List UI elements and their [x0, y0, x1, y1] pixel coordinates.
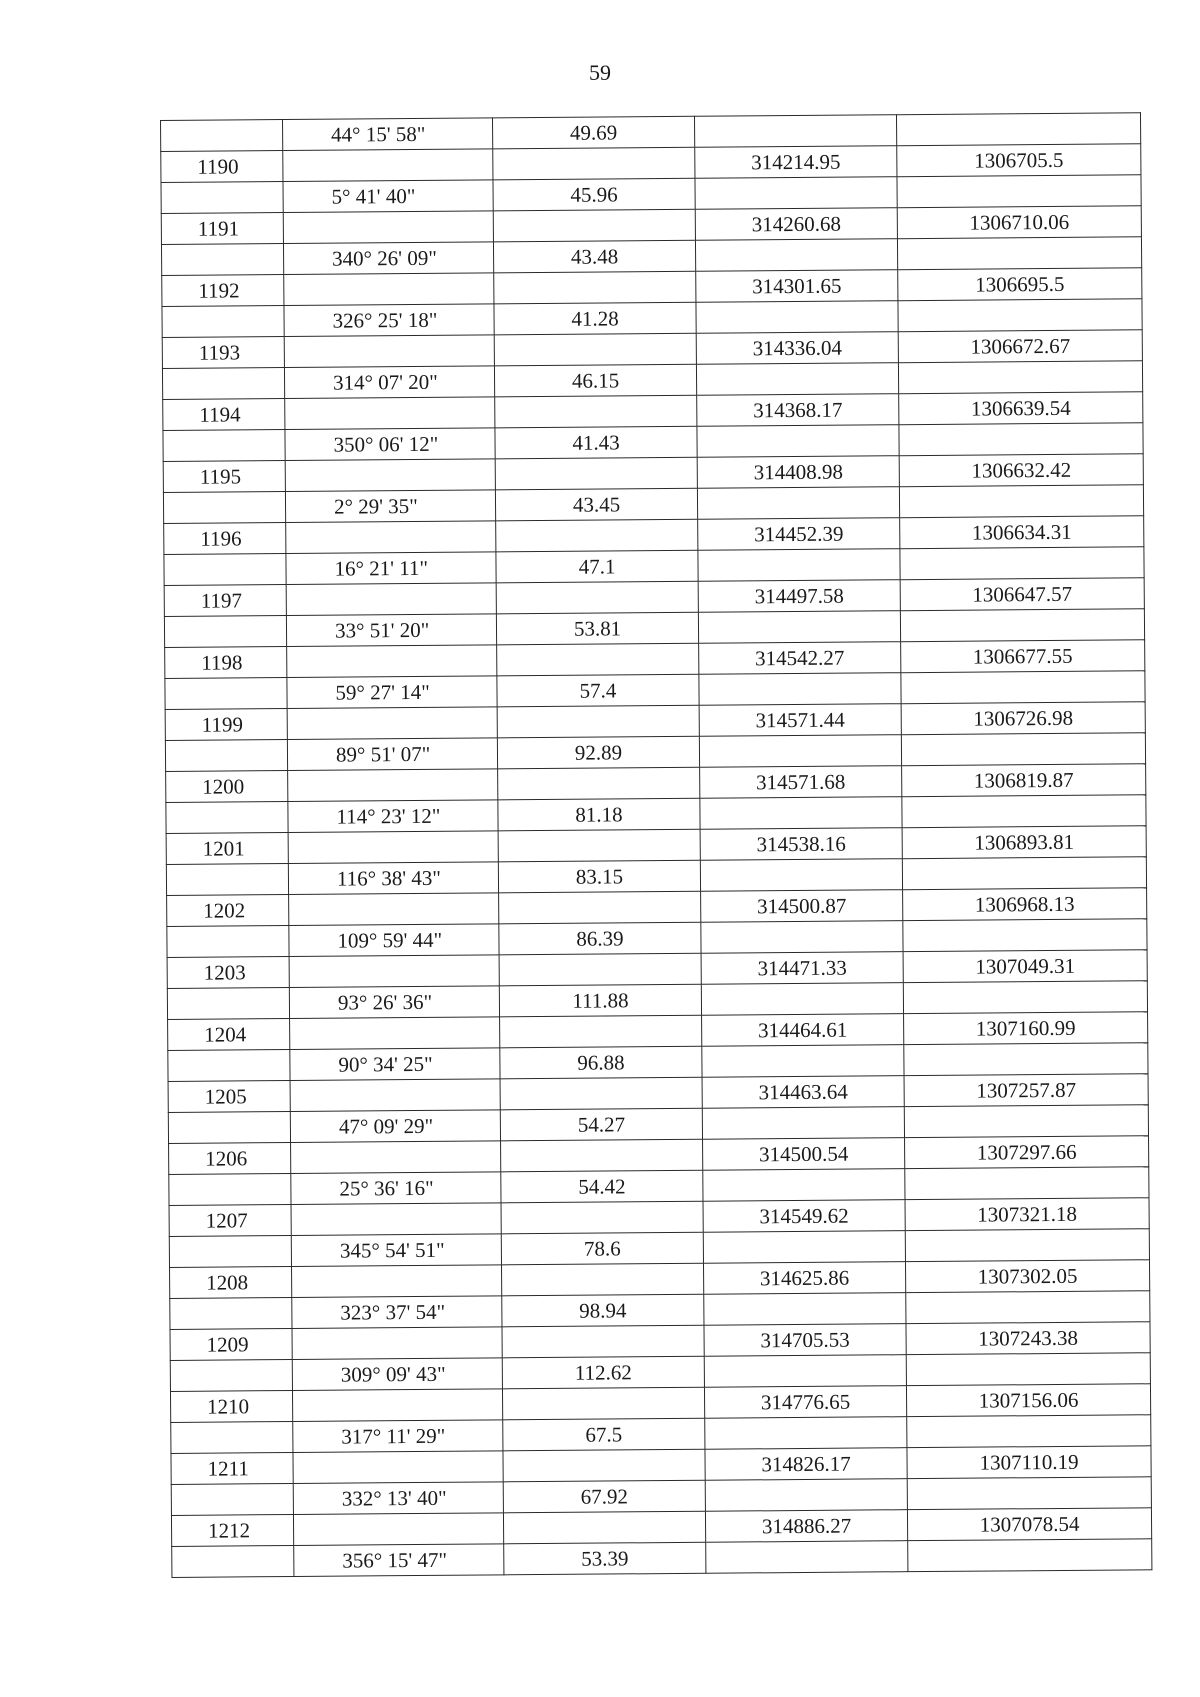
- easting-cell: [702, 1107, 904, 1140]
- easting-cell: 314886.27: [705, 1510, 907, 1543]
- distance-cell: 78.6: [501, 1232, 703, 1265]
- distance-cell: 67.5: [503, 1418, 705, 1451]
- distance-cell: 111.88: [499, 984, 701, 1017]
- distance-cell: [501, 1139, 703, 1172]
- distance-cell: 112.62: [502, 1356, 704, 1389]
- distance-cell: [498, 767, 700, 800]
- distance-cell: 43.48: [493, 240, 695, 273]
- point-cell: 1193: [162, 337, 284, 369]
- easting-cell: 314497.58: [698, 580, 900, 613]
- point-cell: [169, 1174, 291, 1206]
- easting-cell: [705, 1417, 907, 1450]
- bearing-cell: [288, 769, 498, 802]
- distance-cell: [493, 209, 695, 242]
- point-cell: [162, 368, 284, 400]
- distance-cell: 53.81: [496, 612, 698, 645]
- distance-cell: [495, 457, 697, 490]
- point-cell: [168, 1050, 290, 1082]
- distance-cell: 45.96: [493, 178, 695, 211]
- distance-cell: [498, 829, 700, 862]
- distance-cell: [496, 519, 698, 552]
- northing-cell: 1307297.66: [905, 1136, 1149, 1169]
- bearing-cell: [287, 707, 497, 740]
- easting-cell: [694, 115, 896, 148]
- easting-cell: [701, 983, 903, 1016]
- point-cell: [162, 306, 284, 338]
- point-cell: 1194: [163, 399, 285, 431]
- northing-cell: 1306726.98: [901, 702, 1145, 735]
- bearing-cell: [287, 645, 497, 678]
- bearing-cell: [291, 1203, 501, 1236]
- point-cell: [167, 926, 289, 958]
- distance-cell: 92.89: [497, 736, 699, 769]
- easting-cell: 314549.62: [703, 1200, 905, 1233]
- point-cell: [169, 1236, 291, 1268]
- bearing-cell: [284, 335, 494, 368]
- bearing-cell: 317° 11' 29": [293, 1420, 503, 1453]
- point-cell: [165, 678, 287, 710]
- point-cell: [164, 616, 286, 648]
- distance-cell: 83.15: [498, 860, 700, 893]
- bearing-cell: [285, 397, 495, 430]
- easting-cell: 314452.39: [698, 518, 900, 551]
- easting-cell: 314542.27: [699, 642, 901, 675]
- bearing-cell: [292, 1265, 502, 1298]
- point-cell: 1206: [169, 1143, 291, 1175]
- northing-cell: 1307049.31: [903, 950, 1147, 983]
- northing-cell: 1306968.13: [903, 888, 1147, 921]
- bearing-cell: 323° 37' 54": [292, 1296, 502, 1329]
- point-cell: 1200: [166, 771, 288, 803]
- point-cell: 1190: [161, 151, 283, 183]
- point-cell: 1207: [169, 1205, 291, 1237]
- northing-cell: [908, 1539, 1152, 1572]
- northing-cell: [905, 1229, 1149, 1262]
- easting-cell: 314705.53: [704, 1324, 906, 1357]
- bearing-cell: [290, 1017, 500, 1050]
- easting-cell: [704, 1355, 906, 1388]
- distance-cell: 57.4: [497, 674, 699, 707]
- easting-cell: 314336.04: [696, 332, 898, 365]
- northing-cell: 1307321.18: [905, 1198, 1149, 1231]
- point-cell: [161, 182, 283, 214]
- northing-cell: [899, 485, 1143, 518]
- easting-cell: [701, 921, 903, 954]
- point-cell: [161, 120, 283, 152]
- point-cell: 1209: [170, 1329, 292, 1361]
- distance-cell: [499, 891, 701, 924]
- point-cell: 1195: [163, 461, 285, 493]
- easting-cell: [702, 1045, 904, 1078]
- point-cell: 1197: [164, 585, 286, 617]
- distance-cell: 96.88: [500, 1046, 702, 1079]
- northing-cell: [902, 795, 1146, 828]
- northing-cell: [900, 609, 1144, 642]
- bearing-cell: [290, 1079, 500, 1112]
- distance-cell: 54.42: [501, 1170, 703, 1203]
- bearing-cell: [283, 149, 493, 182]
- bearing-cell: 309° 09' 43": [292, 1358, 502, 1391]
- survey-coordinates-table: [160, 112, 1152, 1578]
- easting-cell: [697, 425, 899, 458]
- bearing-cell: 33° 51' 20": [286, 614, 496, 647]
- point-cell: 1192: [162, 275, 284, 307]
- distance-cell: 41.43: [495, 426, 697, 459]
- point-cell: [170, 1298, 292, 1330]
- bearing-cell: [286, 583, 496, 616]
- point-cell: [164, 554, 286, 586]
- bearing-cell: 5° 41' 40": [283, 180, 493, 213]
- point-cell: [165, 740, 287, 772]
- northing-cell: [902, 857, 1146, 890]
- distance-cell: 81.18: [498, 798, 700, 831]
- northing-cell: 1306710.06: [897, 206, 1141, 239]
- easting-cell: [700, 797, 902, 830]
- easting-cell: 314260.68: [695, 208, 897, 241]
- northing-cell: [904, 1043, 1148, 1076]
- point-cell: 1201: [166, 833, 288, 865]
- northing-cell: [901, 671, 1145, 704]
- northing-cell: 1306672.67: [898, 330, 1142, 363]
- bearing-cell: 59° 27' 14": [287, 676, 497, 709]
- distance-cell: [499, 953, 701, 986]
- distance-cell: [496, 581, 698, 614]
- point-cell: 1204: [168, 1019, 290, 1051]
- bearing-cell: 47° 09' 29": [290, 1110, 500, 1143]
- distance-cell: 46.15: [494, 364, 696, 397]
- northing-cell: [906, 1353, 1150, 1386]
- easting-cell: 314500.87: [701, 890, 903, 923]
- easting-cell: 314500.54: [703, 1138, 905, 1171]
- bearing-cell: 109° 59' 44": [289, 924, 499, 957]
- easting-cell: 314776.65: [704, 1386, 906, 1419]
- distance-cell: 47.1: [496, 550, 698, 583]
- northing-cell: 1307110.19: [907, 1446, 1151, 1479]
- point-cell: 1198: [165, 647, 287, 679]
- easting-cell: [699, 673, 901, 706]
- distance-cell: [494, 333, 696, 366]
- easting-cell: 314625.86: [703, 1262, 905, 1295]
- easting-cell: 314471.33: [701, 952, 903, 985]
- table-body: [161, 113, 1152, 1578]
- northing-cell: 1307257.87: [904, 1074, 1148, 1107]
- northing-cell: [904, 1105, 1148, 1138]
- bearing-cell: [284, 273, 494, 306]
- easting-cell: [698, 549, 900, 582]
- easting-cell: [695, 239, 897, 272]
- northing-cell: 1306705.5: [897, 144, 1141, 177]
- northing-cell: [898, 361, 1142, 394]
- northing-cell: [900, 547, 1144, 580]
- bearing-cell: [292, 1389, 502, 1422]
- northing-cell: 1306695.5: [898, 268, 1142, 301]
- northing-cell: [907, 1477, 1151, 1510]
- distance-cell: [501, 1201, 703, 1234]
- distance-cell: 86.39: [499, 922, 701, 955]
- easting-cell: [700, 859, 902, 892]
- northing-cell: [896, 113, 1140, 146]
- point-cell: 1202: [167, 895, 289, 927]
- bearing-cell: [293, 1451, 503, 1484]
- northing-cell: 1306632.42: [899, 454, 1143, 487]
- point-cell: [167, 988, 289, 1020]
- northing-cell: 1306677.55: [901, 640, 1145, 673]
- distance-cell: 43.45: [495, 488, 697, 521]
- point-cell: [172, 1545, 294, 1577]
- distance-cell: [502, 1387, 704, 1420]
- table-row: [172, 1539, 1152, 1578]
- easting-cell: 314571.68: [700, 766, 902, 799]
- distance-cell: [500, 1077, 702, 1110]
- point-cell: [170, 1359, 292, 1391]
- point-cell: 1208: [170, 1267, 292, 1299]
- distance-cell: [503, 1449, 705, 1482]
- distance-cell: [494, 271, 696, 304]
- distance-cell: [502, 1325, 704, 1358]
- bearing-cell: 90° 34' 25": [290, 1048, 500, 1081]
- northing-cell: 1307160.99: [904, 1012, 1148, 1045]
- northing-cell: [903, 981, 1147, 1014]
- easting-cell: [705, 1479, 907, 1512]
- easting-cell: [696, 301, 898, 334]
- bearing-cell: 89° 51' 07": [287, 738, 497, 771]
- northing-cell: [901, 733, 1145, 766]
- distance-cell: [497, 643, 699, 676]
- easting-cell: [706, 1541, 908, 1574]
- northing-cell: [897, 175, 1141, 208]
- bearing-cell: 93° 26' 36": [289, 986, 499, 1019]
- point-cell: [166, 802, 288, 834]
- northing-cell: [907, 1415, 1151, 1448]
- northing-cell: 1306893.81: [902, 826, 1146, 859]
- bearing-cell: 25° 36' 16": [291, 1172, 501, 1205]
- easting-cell: 314538.16: [700, 828, 902, 861]
- northing-cell: [898, 299, 1142, 332]
- easting-cell: [699, 735, 901, 768]
- point-cell: 1212: [171, 1514, 293, 1546]
- bearing-cell: 116° 38' 43": [288, 862, 498, 895]
- bearing-cell: [286, 521, 496, 554]
- bearing-cell: 326° 25' 18": [284, 304, 494, 337]
- point-cell: 1205: [168, 1081, 290, 1113]
- distance-cell: [493, 147, 695, 180]
- bearing-cell: [289, 955, 499, 988]
- northing-cell: 1307243.38: [906, 1322, 1150, 1355]
- bearing-cell: 356° 15' 47": [294, 1544, 504, 1577]
- bearing-cell: [289, 893, 499, 926]
- point-cell: [163, 430, 285, 462]
- point-cell: [161, 244, 283, 276]
- northing-cell: [899, 423, 1143, 456]
- point-cell: [163, 492, 285, 524]
- bearing-cell: 345° 54' 51": [291, 1234, 501, 1267]
- bearing-cell: [283, 211, 493, 244]
- point-cell: 1191: [161, 213, 283, 245]
- northing-cell: 1306639.54: [899, 392, 1143, 425]
- distance-cell: 98.94: [502, 1294, 704, 1327]
- distance-cell: [497, 705, 699, 738]
- distance-cell: [503, 1511, 705, 1544]
- easting-cell: [697, 487, 899, 520]
- point-cell: 1211: [171, 1452, 293, 1484]
- bearing-cell: [288, 831, 498, 864]
- northing-cell: 1306819.87: [902, 764, 1146, 797]
- point-cell: [171, 1483, 293, 1515]
- point-cell: [168, 1112, 290, 1144]
- northing-cell: [905, 1167, 1149, 1200]
- bearing-cell: 2° 29' 35": [285, 490, 495, 523]
- bearing-cell: [291, 1141, 501, 1174]
- northing-cell: 1306647.57: [900, 578, 1144, 611]
- northing-cell: 1307156.06: [906, 1384, 1150, 1417]
- easting-cell: [704, 1293, 906, 1326]
- easting-cell: [695, 177, 897, 210]
- point-cell: 1203: [167, 957, 289, 989]
- bearing-cell: [292, 1327, 502, 1360]
- easting-cell: 314826.17: [705, 1448, 907, 1481]
- distance-cell: [495, 395, 697, 428]
- page-number: 59: [589, 60, 611, 85]
- easting-cell: 314214.95: [695, 146, 897, 179]
- easting-cell: [703, 1231, 905, 1264]
- northing-cell: 1306634.31: [900, 516, 1144, 549]
- bearing-cell: [285, 459, 495, 492]
- bearing-cell: 114° 23' 12": [288, 800, 498, 833]
- point-cell: [171, 1421, 293, 1453]
- bearing-cell: 332° 13' 40": [293, 1482, 503, 1515]
- point-cell: 1210: [170, 1390, 292, 1422]
- bearing-cell: 314° 07' 20": [284, 366, 494, 399]
- northing-cell: 1307078.54: [907, 1508, 1151, 1541]
- distance-cell: 53.39: [504, 1542, 706, 1575]
- distance-cell: [502, 1263, 704, 1296]
- distance-cell: [500, 1015, 702, 1048]
- easting-cell: [703, 1169, 905, 1202]
- distance-cell: 41.28: [494, 302, 696, 335]
- easting-cell: [698, 611, 900, 644]
- northing-cell: [906, 1291, 1150, 1324]
- distance-cell: 54.27: [500, 1108, 702, 1141]
- bearing-cell: 340° 26' 09": [283, 242, 493, 275]
- point-cell: 1199: [165, 709, 287, 741]
- easting-cell: 314408.98: [697, 456, 899, 489]
- easting-cell: 314368.17: [697, 394, 899, 427]
- northing-cell: [897, 237, 1141, 270]
- easting-cell: 314571.44: [699, 704, 901, 737]
- easting-cell: 314301.65: [696, 270, 898, 303]
- easting-cell: 314463.64: [702, 1076, 904, 1109]
- easting-cell: 314464.61: [702, 1014, 904, 1047]
- bearing-cell: 44° 15' 58": [283, 118, 493, 151]
- easting-cell: [696, 363, 898, 396]
- northing-cell: [903, 919, 1147, 952]
- bearing-cell: 350° 06' 12": [285, 428, 495, 461]
- bearing-cell: 16° 21' 11": [286, 552, 496, 585]
- point-cell: [166, 864, 288, 896]
- bearing-cell: [293, 1513, 503, 1546]
- point-cell: 1196: [164, 523, 286, 555]
- northing-cell: 1307302.05: [905, 1260, 1149, 1293]
- distance-cell: 49.69: [492, 116, 694, 149]
- distance-cell: 67.92: [503, 1480, 705, 1513]
